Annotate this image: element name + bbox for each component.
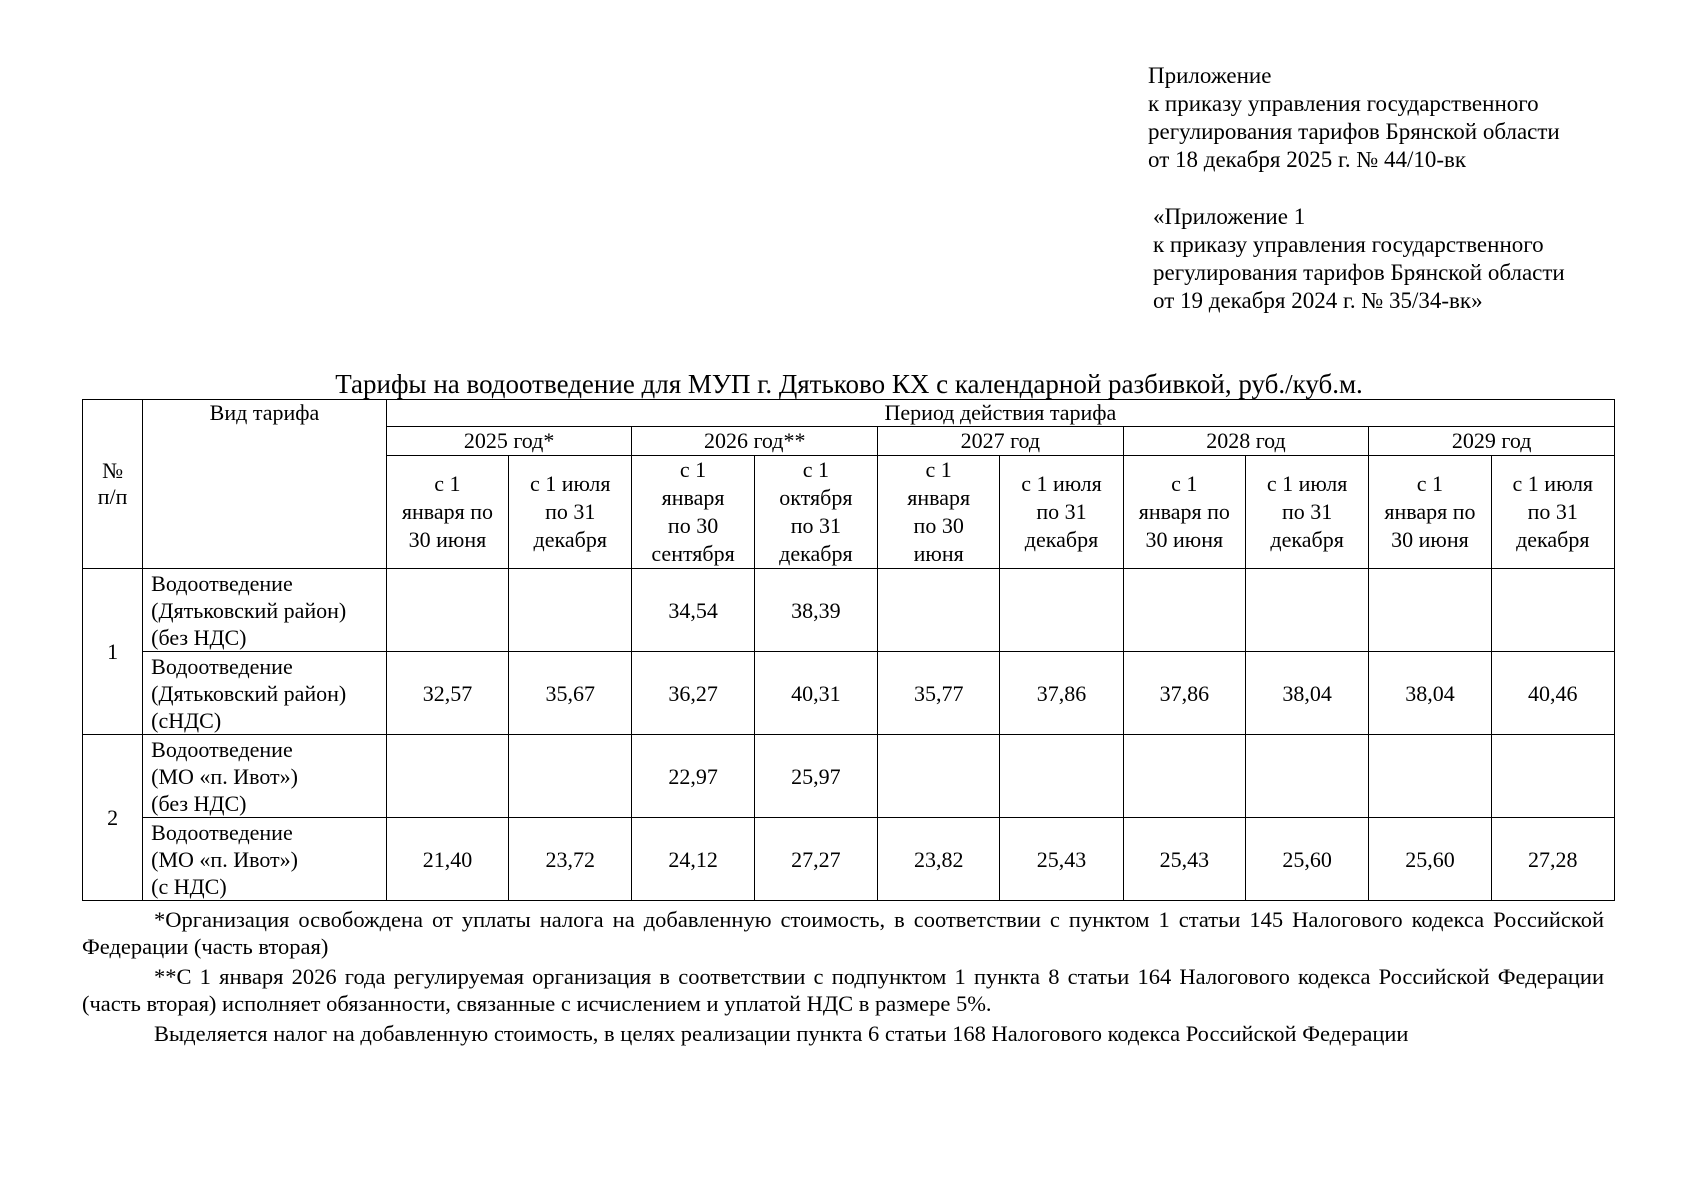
subperiod-line: по 31 <box>790 513 842 538</box>
subperiod-line: с 1 июля <box>529 471 611 496</box>
annex-line: от 19 декабря 2024 г. № 35/34-вк» <box>1153 288 1483 313</box>
subperiod-header-cell <box>878 456 1000 569</box>
subperiod-line: с 1 <box>1416 471 1444 496</box>
subperiod-line: с 1 июля <box>1512 471 1594 496</box>
tariff-value-cell <box>1123 569 1245 652</box>
subperiod-line: декабря <box>1270 527 1344 552</box>
annex-line: регулирования тарифов Брянской области <box>1148 119 1560 144</box>
subperiod-line: с 1 <box>679 457 707 482</box>
tariff-type-cell <box>143 818 387 901</box>
subperiod-line: 30 июня <box>1145 527 1224 552</box>
subperiod-line: декабря <box>1024 527 1099 552</box>
tariff-value-cell <box>1000 569 1123 652</box>
table-title: Тарифы на водоотведение для МУП г. Дятьково КХ с календарной разбивкой, руб./куб.м. <box>335 369 1363 399</box>
subperiod-line: января <box>907 485 971 510</box>
tariff-value-cell: 27,28 <box>1491 818 1614 901</box>
header-row-period <box>83 400 1615 427</box>
tariff-table-body <box>83 569 1615 901</box>
subperiod-line: с 1 <box>1171 471 1198 496</box>
subperiod-line: с 1 июля <box>1021 471 1102 496</box>
subperiod-header-cell <box>754 456 877 569</box>
tariff-type-line: (Дятьковский район) <box>151 680 347 706</box>
subperiod-line: 30 июня <box>408 527 487 552</box>
header-num-cell <box>83 400 143 569</box>
subperiod-line: января по <box>1384 499 1476 524</box>
subperiod-line: по 31 <box>545 499 596 524</box>
tariff-value-cell <box>509 569 632 652</box>
tariff-value-cell: 25,97 <box>754 735 877 818</box>
header-period-cell: Период действия тарифа <box>386 400 1614 427</box>
annex-header-current-order <box>1148 62 1560 174</box>
subperiod-header-cell <box>386 456 508 569</box>
subperiod-line: по 30 <box>913 513 964 538</box>
subperiod-line: по 31 <box>1527 499 1578 524</box>
tariff-value-cell <box>1491 735 1614 818</box>
header-num-line: п/п <box>97 484 128 509</box>
tariff-type-line: (сНДС) <box>151 707 222 733</box>
subperiod-line: января по <box>401 499 494 524</box>
tariff-value-cell <box>878 569 1000 652</box>
tariff-value-cell: 23,82 <box>878 818 1000 901</box>
tariff-value-cell <box>1369 735 1491 818</box>
tariff-value-cell <box>1245 735 1368 818</box>
tariff-value-cell <box>509 735 632 818</box>
tariff-value-cell <box>1369 569 1491 652</box>
tariff-value-cell: 38,39 <box>754 569 877 652</box>
subperiod-header-cell <box>632 456 754 569</box>
year-header-2026: 2026 год** <box>632 427 878 456</box>
tariff-value-cell: 27,27 <box>754 818 877 901</box>
annex-line: от 18 декабря 2025 г. № 44/10-вк <box>1148 147 1467 172</box>
tariff-value-cell: 35,77 <box>878 652 1000 735</box>
tariff-value-cell: 32,57 <box>386 652 508 735</box>
table-row <box>83 818 1615 901</box>
footnotes <box>82 906 1604 1047</box>
subperiod-line: с 1 <box>434 471 461 496</box>
tariff-value-cell <box>386 735 508 818</box>
tariff-value-cell <box>386 569 508 652</box>
table-row <box>83 735 1615 818</box>
tariff-type-line: (Дятьковский район) <box>151 597 347 623</box>
subperiod-header-cell <box>1245 456 1368 569</box>
tariff-value-cell: 24,12 <box>632 818 754 901</box>
subperiod-line: по 30 <box>667 513 719 538</box>
tariff-value-cell: 21,40 <box>386 818 508 901</box>
tariff-type-line: (МО «п. Ивот») <box>151 763 298 789</box>
tariff-table <box>82 399 1615 901</box>
tariff-type-line: Водоотведение <box>151 819 293 845</box>
subperiod-header-cell <box>1000 456 1123 569</box>
tariff-value-cell: 22,97 <box>632 735 754 818</box>
tariff-type-line: (МО «п. Ивот») <box>151 846 298 872</box>
tariff-value-cell: 36,27 <box>632 652 754 735</box>
tariff-value-cell: 38,04 <box>1369 652 1491 735</box>
header-type-label: Вид тарифа <box>209 400 320 425</box>
annex-header-amended-order <box>1153 203 1565 315</box>
row-number-cell: 1 <box>83 569 143 735</box>
tariff-value-cell: 25,43 <box>1123 818 1245 901</box>
subperiod-header-cell <box>509 456 632 569</box>
footnote-vat-allocation: Выделяется налог на добавленную стоимость, в целях реализации пункта 6 статьи 168 Налогового кодекса Российской Федерации <box>154 1021 1409 1046</box>
annex-line: «Приложение 1 <box>1153 204 1306 229</box>
header-type-cell <box>143 400 387 569</box>
subperiod-line: декабря <box>533 527 607 552</box>
tariff-type-cell <box>143 569 387 652</box>
year-header-2028: 2028 год <box>1123 427 1369 456</box>
tariff-value-cell: 37,86 <box>1000 652 1123 735</box>
subperiod-line: по 31 <box>1036 499 1087 524</box>
subperiod-line: декабря <box>779 541 853 566</box>
tariff-value-cell: 25,60 <box>1369 818 1491 901</box>
subperiod-line: января <box>661 485 725 510</box>
subperiod-line: по 31 <box>1281 499 1333 524</box>
tariff-type-cell <box>143 735 387 818</box>
tariff-value-cell: 34,54 <box>632 569 754 652</box>
tariff-value-cell: 35,67 <box>509 652 632 735</box>
subperiod-line: с 1 июля <box>1266 471 1348 496</box>
subperiod-line: с 1 <box>925 457 952 482</box>
annex-line: к приказу управления государственного <box>1148 91 1539 116</box>
tariff-value-cell <box>1000 735 1123 818</box>
tariff-value-cell <box>878 735 1000 818</box>
tariff-value-cell: 38,04 <box>1245 652 1368 735</box>
subperiod-line: сентября <box>651 541 735 566</box>
subperiod-header-cell <box>1123 456 1245 569</box>
tariff-value-cell <box>1245 569 1368 652</box>
tariff-type-line: (без НДС) <box>151 790 247 816</box>
subperiod-line: 30 июня <box>1391 527 1469 552</box>
tariff-value-cell: 25,60 <box>1245 818 1368 901</box>
subperiod-header-cell <box>1491 456 1614 569</box>
tariff-type-line: (без НДС) <box>151 624 247 650</box>
subperiod-line: декабря <box>1516 527 1590 552</box>
table-row <box>83 569 1615 652</box>
tariff-type-line: (с НДС) <box>151 873 227 899</box>
footnote-vat-exemption: *Организация освобождена от уплаты налога на добавленную стоимость, в соответствии с пунктом 1 статьи 145 Налогового кодекса Российской Федерации (часть вторая) <box>82 907 1604 959</box>
row-number-cell: 2 <box>83 735 143 901</box>
header-num-line: № <box>102 458 124 483</box>
annex-line: регулирования тарифов Брянской области <box>1153 260 1565 285</box>
annex-line: Приложение <box>1148 63 1272 88</box>
year-header-2029: 2029 год <box>1369 427 1615 456</box>
subperiod-line: января по <box>1138 499 1230 524</box>
tariff-value-cell: 25,43 <box>1000 818 1123 901</box>
footnote-vat-2026: **С 1 января 2026 года регулируемая организация в соответствии с подпунктом 1 пункта 8 статьи 164 Налогового кодекса Российской Федерации (часть вторая) исполняет обязанности, связанные с исчислением и уплатой НДС в размере 5%. <box>82 964 1604 1016</box>
tariff-value-cell <box>1491 569 1614 652</box>
year-header-2027: 2027 год <box>878 427 1124 456</box>
tariff-value-cell: 40,31 <box>754 652 877 735</box>
subperiod-line: июня <box>913 541 964 566</box>
tariff-type-cell <box>143 652 387 735</box>
tariff-value-cell <box>1123 735 1245 818</box>
annex-line: к приказу управления государственного <box>1153 232 1544 257</box>
year-header-2025: 2025 год* <box>386 427 632 456</box>
tariff-type-line: Водоотведение <box>151 653 293 679</box>
tariff-value-cell: 37,86 <box>1123 652 1245 735</box>
subperiod-line: октября <box>779 485 853 510</box>
subperiod-header-cell <box>1369 456 1491 569</box>
tariff-value-cell: 23,72 <box>509 818 632 901</box>
subperiod-line: с 1 <box>802 457 829 482</box>
tariff-type-line: Водоотведение <box>151 736 293 762</box>
tariff-type-line: Водоотведение <box>151 570 293 596</box>
table-row <box>83 652 1615 735</box>
tariff-value-cell: 40,46 <box>1491 652 1614 735</box>
